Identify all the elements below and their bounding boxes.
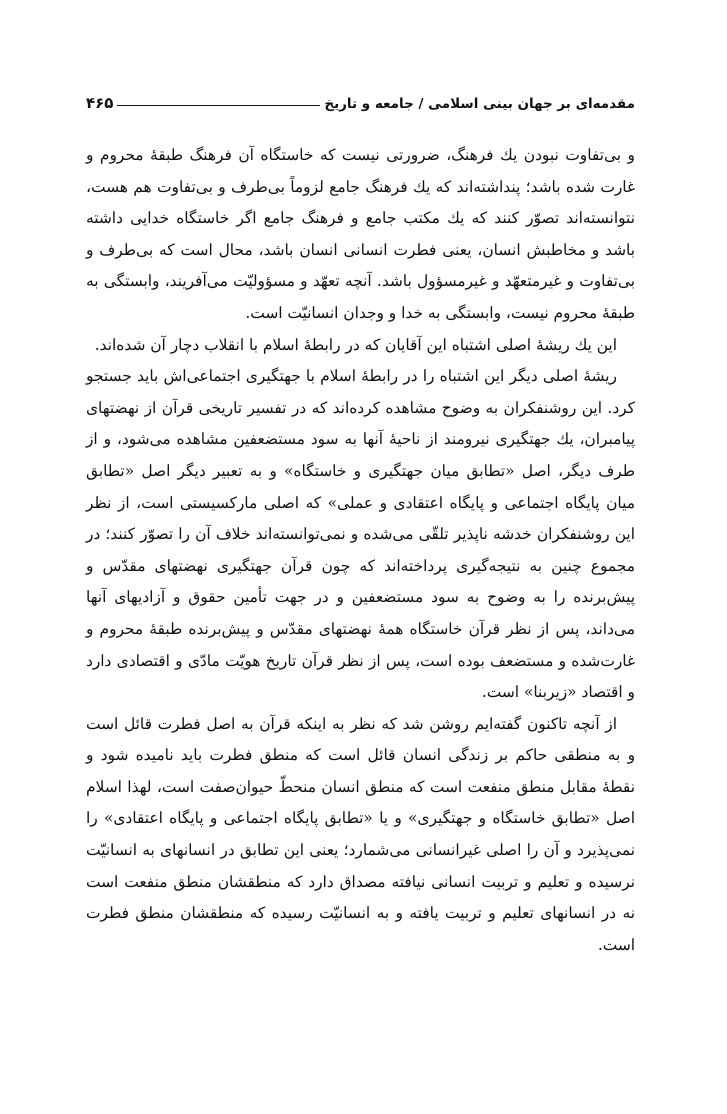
page-header [86, 88, 635, 114]
paragraph-4: از آنچه تاکنون گفته‌ایم روشن شد که نظر به اینکه قرآن به اصل فطرت قائل است و به منطقی حاکم بر زندگی انسان قائل است که منطق فطرت باید نامیده شود و نقطهٔ مقابل منطق منفعت است که منطق انسان منحطّ حیوان‌صفت است، لهذا اسلام اصل «تطابق خاستگاه و جهتگیری» و یا «تطابق پایگاه اجتماعی و پایگاه اعتقادی» را نمی‌پذیرد و آن را اصلی غیرانسانی می‌شمارد؛ یعنی این تطابق در انسانهای به انسانیّت نرسیده و تعلیم و تربیت انسانی نیافته مصداق دارد که منطقشان منطق منفعت است نه در انسانهای تعلیم و تربیت یافته و به انسانیّت رسیده که منطقشان منطق فطرت است. [86, 714, 635, 954]
paragraph-3: ریشهٔ اصلی دیگر این اشتباه را در رابطهٔ اسلام با جهتگیری اجتماعی‌اش باید جستجو کرد. این روشنفکران به وضوح مشاهده کرده‌اند که در تفسیر تاریخی قرآن از نهضتهای پیامبران، یك جهتگیری نیرومند از ناحیهٔ آنها به سود مستضعفین مشاهده می‌شود، و از طرف دیگر، اصل «تطابق میان جهتگیری و خاستگاه» و به تعبیر دیگر اصل «تطابق میان پایگاه اجتماعی و پایگاه اعتقادی و عملی» که اصلی مارکسیستی است، از نظر این روشنفکران خدشه ناپذیر تلقّی می‌شده و نمی‌توانسته‌اند خلاف آن را تصوّر کنند؛ در مجموع چنین به نتیجه‌گیری پرداخته‌اند که چون قرآن جهتگیری نهضتهای مقدّس و پیش‌برنده را به وضوح به سود مستضعفین و در جهت تأمین حقوق و آزادیهای آنها می‌داند، پس از نظر قرآن خاستگاه همهٔ نهضتهای مقدّس و پیش‌برنده طبقهٔ محروم و غارت‌شده و مستضعف بوده است، پس از نظر قرآن تاریخ هویّت مادّی و اقتصادی دارد و اقتصاد «زیربنا» است. [86, 367, 635, 702]
header-rule [117, 105, 320, 106]
running-title: مقدمه‌ای بر جهان بینی اسلامی / جامعه و تاریخ [324, 96, 635, 112]
paragraph-1: و بی‌تفاوت نبودن یك فرهنگ، ضرورتی نیست که خاستگاه آن فرهنگ طبقهٔ محروم و غارت شده باشد؛ پنداشته‌اند که یك فرهنگ جامع لزوماً بی‌طرف و بی‌تفاوت هم هست، نتوانسته‌اند تصوّر کنند که یك مکتب جامع و فرهنگ جامع اگر خاستگاه خدایی داشته باشد و مخاطبش انسان، یعنی فطرت انسانی انسان باشد، محال است که بی‌طرف و بی‌تفاوت و غیرمتعهّد و غیرمسؤول باشد. آنچه تعهّد و مسؤولیّت می‌آفریند، وابستگی به طبقهٔ محروم نیست، وابستگی به خدا و وجدان انسانیّت است. [86, 146, 635, 322]
page-number: ۴۶۵ [86, 94, 114, 112]
paragraph-2: این یك ریشهٔ اصلی اشتباه این آقایان که در رابطهٔ اسلام با انقلاب دچار آن شده‌اند. [94, 335, 617, 354]
body-text [86, 140, 635, 961]
